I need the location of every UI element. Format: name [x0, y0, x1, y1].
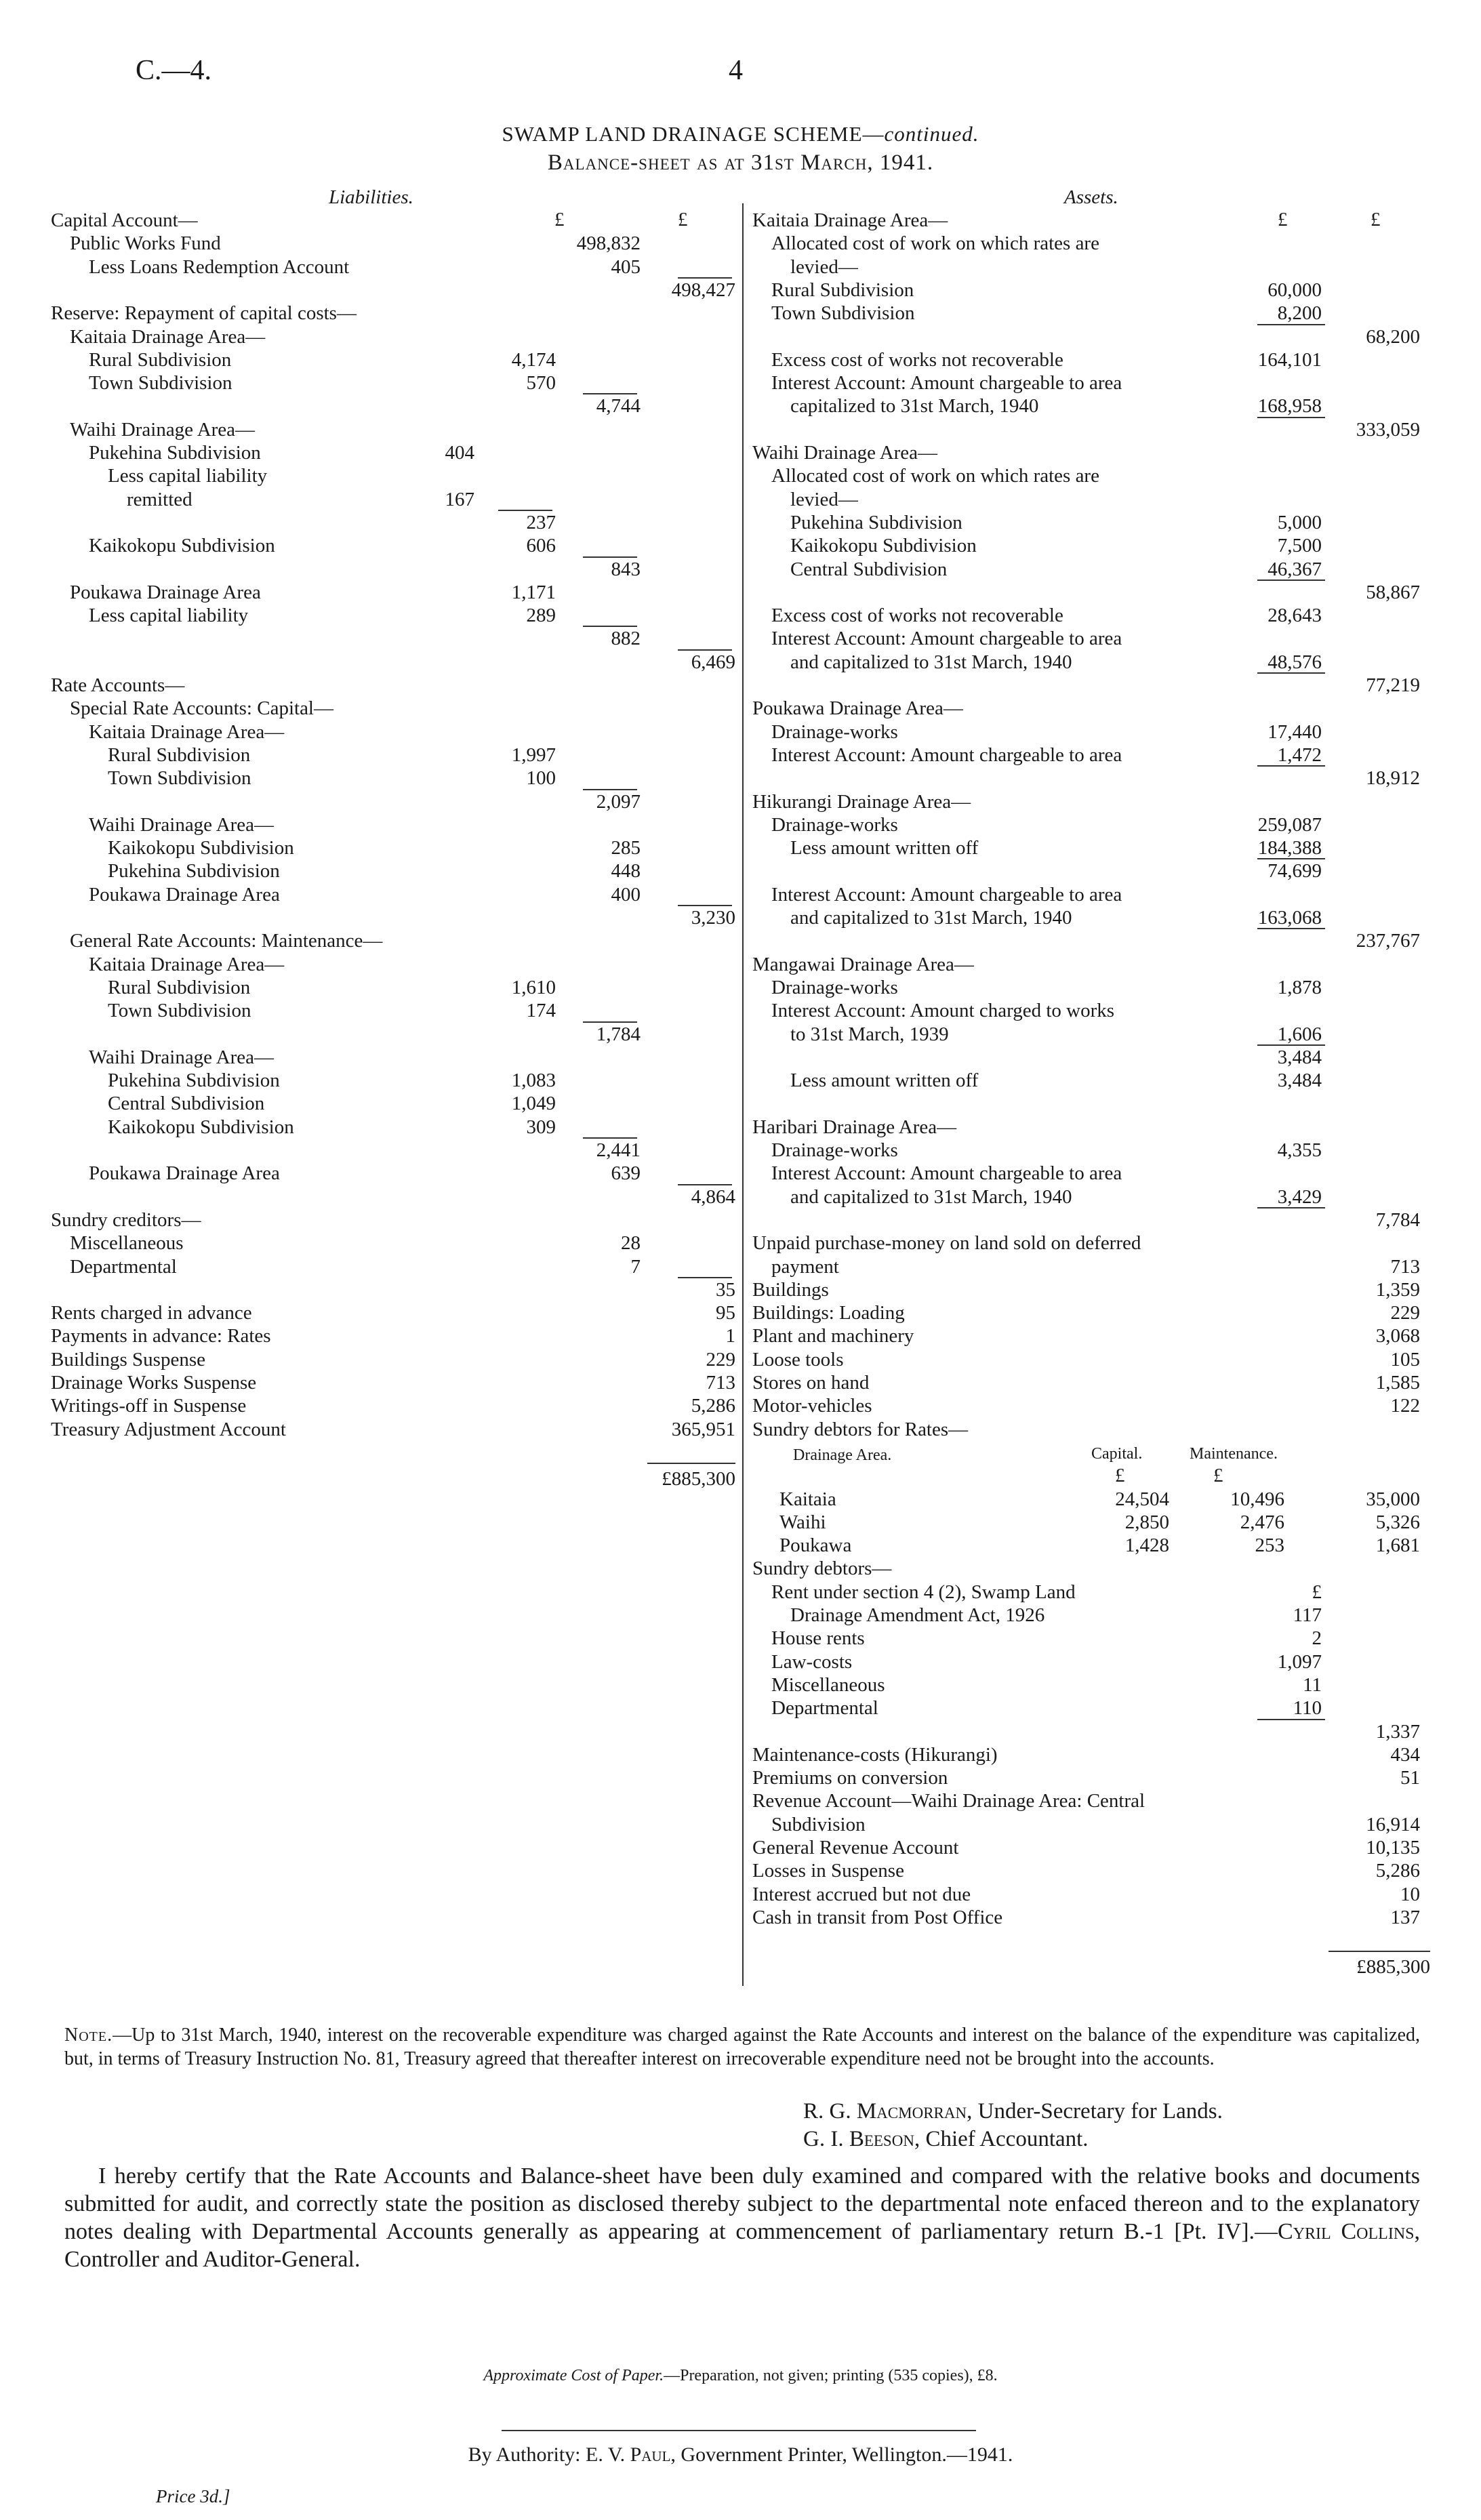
liability-amount: 2,441	[596, 1139, 641, 1161]
asset-label: Drainage-works	[771, 976, 898, 998]
asset-amount: 48,576	[1267, 651, 1322, 673]
rates-capital: 24,504	[1115, 1488, 1169, 1510]
liability-amount: 237	[526, 511, 556, 533]
subtotal-rule	[1257, 672, 1325, 674]
document-code: C.—4.	[136, 55, 212, 86]
asset-label: Revenue Account—Waihi Drainage Area: Central	[752, 1790, 1145, 1812]
asset-amount: 137	[1390, 1906, 1420, 1928]
asset-amount: 77,219	[1366, 674, 1420, 696]
asset-amount: £	[1312, 1581, 1322, 1603]
liability-amount: 1,049	[511, 1093, 556, 1115]
asset-label: Interest Account: Amount chargeable to area	[771, 883, 1122, 906]
asset-label: Departmental	[771, 1697, 878, 1720]
liability-label: Kaikokopu Subdivision	[89, 535, 275, 557]
liability-amount: 1,784	[596, 1023, 641, 1045]
asset-label: Miscellaneous	[771, 1673, 885, 1696]
liability-amount: 4,864	[691, 1185, 735, 1208]
asset-amount: 7,500	[1277, 535, 1322, 557]
asset-amount: 7,784	[1375, 1208, 1420, 1231]
asset-amount: 3,484	[1277, 1070, 1322, 1092]
signature-name: R. G. Macmorran	[803, 2099, 967, 2123]
liability-label: Waihi Drainage Area—	[70, 418, 256, 441]
liability-label: Payments in advance: Rates	[51, 1325, 271, 1347]
asset-label: Waihi Drainage Area—	[752, 442, 938, 464]
liability-label: Central Subdivision	[108, 1093, 265, 1115]
asset-amount: 1,878	[1277, 976, 1322, 998]
asset-amount: 68,200	[1366, 325, 1420, 348]
asset-label: Motor-vehicles	[752, 1395, 872, 1417]
asset-label: House rents	[771, 1627, 865, 1650]
asset-label: Haribari Drainage Area—	[752, 1116, 957, 1138]
asset-amount: 259,087	[1257, 813, 1322, 836]
asset-amount: 184,388	[1257, 837, 1322, 859]
asset-label: capitalized to 31st March, 1940	[790, 395, 1039, 418]
liability-label: Waihi Drainage Area—	[89, 813, 275, 836]
liability-amount: 95	[716, 1302, 735, 1324]
price: Price 3d.]	[156, 2486, 230, 2506]
column-divider	[742, 203, 744, 1986]
asset-label: payment	[771, 1255, 839, 1278]
asset-label: Less amount written off	[790, 1070, 979, 1092]
rates-total: 35,000	[1366, 1488, 1420, 1510]
liability-label: Rents charged in advance	[51, 1302, 252, 1324]
asset-label: Kaitaia Drainage Area—	[752, 209, 948, 231]
asset-amount: 164,101	[1257, 348, 1322, 371]
liability-label: Less capital liability	[108, 465, 268, 487]
assets-total: £885,300	[1356, 1956, 1430, 1978]
liability-amount: 5,286	[691, 1395, 735, 1417]
asset-amount: 229	[1390, 1302, 1420, 1324]
liability-amount: 843	[611, 558, 641, 580]
subtotal-rule	[583, 1021, 637, 1023]
asset-amount: 1,359	[1375, 1278, 1420, 1301]
liability-amount: 4,744	[596, 395, 641, 418]
liability-label: Departmental	[70, 1255, 177, 1278]
asset-amount: 74,699	[1267, 860, 1322, 882]
imprint-pre: By Authority: E. V.	[468, 2443, 630, 2466]
asset-amount: 1,585	[1375, 1372, 1420, 1394]
liability-label: Town Subdivision	[108, 767, 251, 790]
liability-amount: 2,097	[596, 790, 641, 813]
asset-label: Rural Subdivision	[771, 279, 914, 301]
asset-amount: 163,068	[1257, 907, 1322, 929]
asset-label: and capitalized to 31st March, 1940	[790, 907, 1072, 929]
asset-label: Interest Account: Amount chargeable to area	[771, 372, 1122, 394]
asset-label: Sundry debtors—	[752, 1558, 892, 1580]
liability-amount: 400	[611, 883, 641, 906]
asset-label: levied—	[790, 488, 858, 510]
signature-role: , Chief Accountant.	[914, 2127, 1089, 2151]
rates-capital: 2,850	[1124, 1511, 1169, 1533]
liability-label: Less Loans Redemption Account	[89, 256, 350, 278]
asset-label: Sundry debtors for Rates—	[752, 1418, 969, 1440]
asset-amount: 58,867	[1366, 581, 1420, 603]
asset-label: Mangawai Drainage Area—	[752, 953, 974, 975]
asset-amount: 17,440	[1267, 720, 1322, 743]
asset-amount: 5,286	[1375, 1860, 1420, 1882]
subtotal-rule	[678, 1277, 732, 1278]
asset-label: Cash in transit from Post Office	[752, 1906, 1003, 1928]
liability-label: Kaitaia Drainage Area—	[89, 953, 285, 975]
asset-amount: 28,643	[1267, 605, 1322, 627]
liabilities-currency-1: £	[554, 209, 565, 230]
rates-col-capital: Capital.	[1091, 1444, 1143, 1463]
liability-label: Kaitaia Drainage Area—	[89, 720, 285, 743]
asset-amount: 3,484	[1277, 1046, 1322, 1068]
subtotal-rule	[583, 393, 637, 394]
rates-maint: 2,476	[1240, 1511, 1284, 1533]
asset-label: Plant and machinery	[752, 1325, 914, 1347]
signature-name: G. I. Beeson	[803, 2127, 914, 2151]
assets-currency-1: £	[1278, 209, 1288, 230]
liability-amount: 570	[526, 372, 556, 394]
liability-label: Less capital liability	[89, 605, 249, 627]
liability-label: Poukawa Drainage Area	[70, 581, 261, 603]
liability-label: Sundry creditors—	[51, 1208, 201, 1231]
asset-amount: 122	[1390, 1395, 1420, 1417]
asset-label: levied—	[790, 256, 858, 278]
asset-label: General Revenue Account	[752, 1837, 959, 1858]
asset-amount: 46,367	[1267, 558, 1322, 580]
signature-role: , Under-Secretary for Lands.	[967, 2099, 1223, 2123]
liability-amount: 1,083	[511, 1070, 556, 1092]
asset-label: Stores on hand	[752, 1372, 870, 1394]
liability-amount: 285	[611, 837, 641, 859]
liability-amount: 405	[611, 256, 641, 278]
liability-amount: 404	[445, 442, 474, 464]
asset-amount: 5,000	[1277, 511, 1322, 533]
imprint-name: Paul	[630, 2443, 671, 2466]
liability-label: Poukawa Drainage Area	[89, 883, 280, 906]
asset-label: Drainage-works	[771, 1139, 898, 1161]
subtotal-rule	[1257, 1719, 1325, 1720]
liability-label: Reserve: Repayment of capital costs—	[51, 302, 357, 325]
asset-label: and capitalized to 31st March, 1940	[790, 651, 1072, 673]
assets-currency-2: £	[1371, 209, 1381, 230]
liability-amount: 1,171	[511, 581, 556, 603]
liability-label: General Rate Accounts: Maintenance—	[70, 930, 383, 952]
subtotal-rule	[1257, 580, 1325, 581]
page-number: 4	[729, 55, 743, 86]
asset-amount: 1,606	[1277, 1023, 1322, 1045]
subtotal-rule	[678, 277, 732, 279]
rates-maint: 253	[1255, 1535, 1284, 1557]
liability-label: Waihi Drainage Area—	[89, 1046, 275, 1068]
liability-label: Pukehina Subdivision	[108, 860, 280, 882]
liability-amount: 28	[621, 1232, 641, 1255]
asset-amount: 11	[1303, 1673, 1322, 1696]
asset-amount: 18,912	[1366, 767, 1420, 790]
liability-amount: 713	[706, 1372, 735, 1394]
asset-label: Excess cost of works not recoverable	[771, 348, 1063, 371]
liability-amount: 4,174	[511, 348, 556, 371]
asset-label: Subdivision	[771, 1813, 866, 1835]
liability-label: Town Subdivision	[89, 372, 232, 394]
asset-amount: 110	[1293, 1697, 1322, 1720]
subtotal-rule	[1257, 324, 1325, 325]
asset-label: Hikurangi Drainage Area—	[752, 790, 971, 813]
liability-amount: 3,230	[691, 907, 735, 929]
liability-amount: 289	[526, 605, 556, 627]
certificate-name: Cyril Collins	[1278, 2219, 1415, 2244]
asset-amount: 10,135	[1366, 1837, 1420, 1858]
subtotal-rule	[678, 905, 732, 906]
signature-macmorran	[803, 2099, 1223, 2124]
subtotal-rule	[583, 789, 637, 790]
liability-label: Public Works Fund	[70, 232, 221, 255]
liability-amount: 100	[526, 767, 556, 790]
liability-label: Capital Account—	[51, 209, 198, 231]
asset-amount: 434	[1390, 1743, 1420, 1766]
subtotal-rule	[1257, 417, 1325, 418]
asset-label: Unpaid purchase-money on land sold on deferred	[752, 1232, 1141, 1255]
asset-label: Interest accrued but not due	[752, 1883, 971, 1905]
asset-label: Excess cost of works not recoverable	[771, 605, 1063, 627]
rates-area: Waihi	[779, 1511, 826, 1533]
asset-label: Town Subdivision	[771, 302, 915, 325]
rates-total: 1,681	[1375, 1535, 1420, 1557]
liabilities-total: £885,300	[662, 1467, 735, 1490]
asset-label: to 31st March, 1939	[790, 1023, 949, 1045]
asset-label: Kaikokopu Subdivision	[790, 535, 977, 557]
liability-label: Drainage Works Suspense	[51, 1372, 257, 1394]
asset-label: Rent under section 4 (2), Swamp Land	[771, 1581, 1076, 1603]
liability-amount: 882	[611, 628, 641, 650]
asset-label: Losses in Suspense	[752, 1860, 904, 1882]
liability-amount: 448	[611, 860, 641, 882]
subtotal-rule	[583, 626, 637, 627]
cost-label: Approximate Cost of Paper.	[483, 2367, 664, 2384]
liability-amount: 229	[706, 1348, 735, 1370]
note-label: Note.	[64, 2025, 113, 2046]
asset-amount: 1,337	[1375, 1720, 1420, 1743]
title-continued: continued.	[884, 122, 979, 146]
liability-label: Rural Subdivision	[89, 348, 232, 371]
rates-cur-maint: £	[1213, 1465, 1223, 1487]
rates-col-area: Drainage Area.	[793, 1446, 892, 1464]
asset-amount: 2	[1312, 1627, 1322, 1650]
liability-label: Pukehina Subdivision	[108, 1070, 280, 1092]
cost-text: —Preparation, not given; printing (535 copies), £8.	[664, 2367, 998, 2384]
asset-amount: 237,767	[1356, 930, 1420, 952]
liabilities-heading: Liabilities.	[329, 186, 413, 208]
liability-label: Rate Accounts—	[51, 674, 185, 696]
asset-label: Interest Account: Amount chargeable to area	[771, 1162, 1122, 1185]
total-rule	[647, 1463, 735, 1464]
asset-label: Drainage Amendment Act, 1926	[790, 1604, 1045, 1626]
asset-label: Drainage-works	[771, 720, 898, 743]
liability-label: Kaikokopu Subdivision	[108, 837, 294, 859]
liability-amount: 639	[611, 1162, 641, 1185]
asset-label: Interest Account: Amount chargeable to area	[771, 744, 1122, 766]
liability-label: Rural Subdivision	[108, 976, 251, 998]
imprint-post: , Government Printer, Wellington.—1941.	[670, 2443, 1013, 2466]
liabilities-currency-2: £	[678, 209, 688, 230]
subtotal-rule	[498, 510, 552, 511]
document-subtitle: Balance-sheet as at 31st March, 1941.	[547, 150, 934, 175]
cost-of-paper	[0, 2367, 1481, 2385]
asset-amount: 117	[1293, 1604, 1322, 1626]
total-rule	[1328, 1951, 1430, 1952]
liability-amount: 498,427	[671, 279, 735, 301]
asset-amount: 3,068	[1375, 1325, 1420, 1347]
document-title	[0, 122, 1481, 146]
subtotal-rule	[678, 649, 732, 651]
asset-label: Interest Account: Amount charged to works	[771, 1000, 1115, 1022]
subtotal-rule	[1257, 1207, 1325, 1208]
liability-amount: 7	[630, 1255, 641, 1278]
liability-label: Kaikokopu Subdivision	[108, 1116, 294, 1138]
rates-maint: 10,496	[1230, 1488, 1284, 1510]
liability-amount: 1,997	[511, 744, 556, 766]
asset-label: Less amount written off	[790, 837, 979, 859]
subtotal-rule	[1257, 1044, 1325, 1046]
liability-amount: 174	[526, 1000, 556, 1022]
footer-rule	[502, 2430, 976, 2431]
note-text: —Up to 31st March, 1940, interest on the recoverable expenditure was charged against the Rate Accounts and interest on the balance of the expenditure was capitalized, but, in terms of Treasury Instruction No. 81, Treasury agreed that thereafter interest on irrecoverable expenditure need not be brought into the accounts.	[64, 2025, 1420, 2069]
asset-amount: 3,429	[1277, 1185, 1322, 1208]
subtotal-rule	[583, 556, 637, 558]
asset-label: Poukawa Drainage Area—	[752, 697, 963, 720]
asset-label: Pukehina Subdivision	[790, 511, 962, 533]
liability-label: Special Rate Accounts: Capital—	[70, 697, 333, 720]
rates-area: Kaitaia	[779, 1488, 836, 1510]
asset-amount: 4,355	[1277, 1139, 1322, 1161]
subtotal-rule	[1257, 928, 1325, 929]
liability-label: Pukehina Subdivision	[89, 442, 261, 464]
asset-label: Buildings: Loading	[752, 1302, 905, 1324]
subtotal-rule	[1257, 765, 1325, 767]
subtotal-rule	[583, 1137, 637, 1139]
printer-imprint	[0, 2443, 1481, 2466]
audit-certificate	[64, 2162, 1420, 2273]
note-paragraph	[64, 2023, 1420, 2071]
subtotal-rule	[678, 1184, 732, 1185]
asset-amount: 10	[1400, 1883, 1420, 1905]
liability-amount: 1,610	[511, 976, 556, 998]
title-main: SWAMP LAND DRAINAGE SCHEME—	[502, 122, 885, 146]
asset-label: Loose tools	[752, 1348, 844, 1370]
rates-col-maintenance: Maintenance.	[1190, 1444, 1278, 1463]
signature-beeson	[803, 2127, 1089, 2152]
liability-amount: 365,951	[671, 1418, 735, 1440]
asset-amount: 60,000	[1267, 279, 1322, 301]
asset-label: Buildings	[752, 1278, 829, 1301]
asset-label: Drainage-works	[771, 813, 898, 836]
liability-label: remitted	[127, 488, 192, 510]
asset-amount: 1,472	[1277, 744, 1322, 766]
liability-amount: 35	[716, 1278, 735, 1301]
liability-amount: 167	[445, 488, 474, 510]
asset-label: and capitalized to 31st March, 1940	[790, 1185, 1072, 1208]
asset-amount: 8,200	[1277, 302, 1322, 325]
asset-label: Central Subdivision	[790, 558, 948, 580]
certificate-text: I hereby certify that the Rate Accounts and Balance-sheet have been duly examined and compared with the relative books and documents submitted for audit, and correctly state the position as disclosed thereby subject to the departmental note enfaced thereon and to the explanatory notes dealing with Departmental Accounts generally as appearing at commencement of parliamentary return B.-1 [Pt. IV].—	[64, 2163, 1420, 2244]
asset-amount: 168,958	[1257, 395, 1322, 418]
liability-amount: 6,469	[691, 651, 735, 673]
rates-cur-capital: £	[1115, 1465, 1125, 1487]
asset-label: Maintenance-costs (Hikurangi)	[752, 1743, 998, 1766]
liability-label: Kaitaia Drainage Area—	[70, 325, 266, 348]
liability-label: Writings-off in Suspense	[51, 1395, 247, 1417]
assets-heading: Assets.	[1064, 186, 1118, 208]
subtotal-rule	[1257, 858, 1325, 859]
asset-label: Law-costs	[771, 1650, 853, 1673]
liability-amount: 498,832	[576, 232, 641, 255]
asset-label: Allocated cost of work on which rates are	[771, 465, 1099, 487]
rates-capital: 1,428	[1124, 1535, 1169, 1557]
asset-amount: 333,059	[1356, 418, 1420, 441]
liability-label: Poukawa Drainage Area	[89, 1162, 280, 1185]
rates-area: Poukawa	[779, 1535, 852, 1557]
rates-total: 5,326	[1375, 1511, 1420, 1533]
asset-label: Allocated cost of work on which rates are	[771, 232, 1099, 255]
liability-label: Treasury Adjustment Account	[51, 1418, 286, 1440]
liability-amount: 1	[725, 1325, 735, 1347]
asset-amount: 51	[1400, 1767, 1420, 1789]
asset-label: Premiums on conversion	[752, 1767, 948, 1789]
asset-amount: 105	[1390, 1348, 1420, 1370]
liability-amount: 309	[526, 1116, 556, 1138]
liability-label: Buildings Suspense	[51, 1348, 205, 1370]
asset-amount: 1,097	[1277, 1650, 1322, 1673]
asset-amount: 713	[1390, 1255, 1420, 1278]
asset-label: Interest Account: Amount chargeable to area	[771, 628, 1122, 650]
liability-label: Rural Subdivision	[108, 744, 251, 766]
liability-label: Miscellaneous	[70, 1232, 184, 1255]
liability-amount: 606	[526, 535, 556, 557]
certificate-role: , Controller and Auditor-General.	[64, 2219, 1420, 2272]
asset-amount: 16,914	[1366, 1813, 1420, 1835]
liability-label: Town Subdivision	[108, 1000, 251, 1022]
